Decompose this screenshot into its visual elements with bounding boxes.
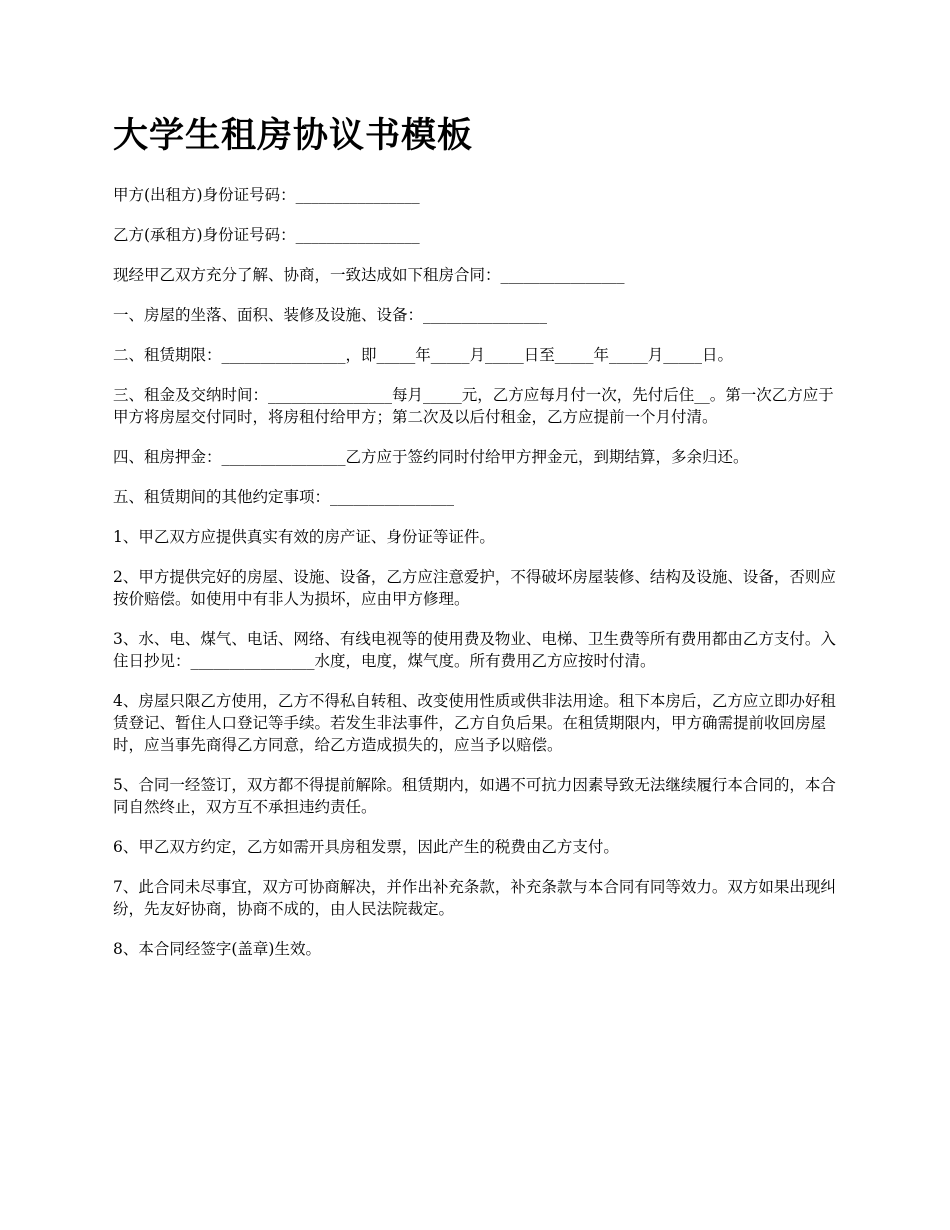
term-item-5: 5、合同一经签订，双方都不得提前解除。租赁期内，如遇不可抗力因素导致无法继续履行本合同的，本合同自然终止，双方互不承担违约责任。: [113, 776, 836, 816]
term-item-3: 3、水、电、煤气、电话、网络、有线电视等的使用费及物业、电梯、卫生费等所有费用都由乙方支付。入住日抄见：________________水度，电度，煤气度。所有费用乙方应按时付清。: [113, 630, 836, 670]
term-item-1: 1、甲乙双方应提供真实有效的房产证、身份证等证件。: [113, 528, 495, 546]
clause-4-deposit: 四、租房押金：________________乙方应于签约同时付给甲方押金元，到期结算，多余归还。: [113, 448, 749, 466]
document-title: 大学生租房协议书模板: [113, 116, 474, 156]
clause-1-property: 一、房屋的坐落、面积、装修及设施、设备：________________: [113, 306, 548, 324]
clause-2-term: 二、租赁期限：________________，即_____年_____月_____日至_____年_____月_____日。: [113, 346, 734, 364]
term-item-7: 7、此合同未尽事宜，双方可协商解决，并作出补充条款，补充条款与本合同有同等效力。双方如果出现纠纷，先友好协商，协商不成的，由人民法院裁定。: [113, 878, 836, 918]
lessee-id-line: 乙方(承租方)身份证号码：________________: [113, 226, 420, 244]
lessor-id-line: 甲方(出租方)身份证号码：________________: [113, 186, 420, 204]
term-item-6: 6、甲乙双方约定，乙方如需开具房租发票，因此产生的税费由乙方支付。: [113, 838, 619, 856]
document-page: [113, 110, 843, 978]
agreement-intro: 现经甲乙双方充分了解、协商，一致达成如下租房合同：________________: [113, 266, 625, 284]
term-item-8: 8、本合同经签字(盖章)生效。: [113, 940, 321, 958]
term-item-4: 4、房屋只限乙方使用，乙方不得私自转租、改变使用性质或供非法用途。租下本房后，乙方应立即办好租赁登记、暂住人口登记等手续。若发生非法事件，乙方自负后果。在租赁期限内，甲方确需提前收回房屋时，应当事先商得乙方同意，给乙方造成损失的，应当予以赔偿。: [113, 692, 836, 754]
term-item-2: 2、甲方提供完好的房屋、设施、设备，乙方应注意爱护，不得破坏房屋装修、结构及设施、设备，否则应按价赔偿。如使用中有非人为损坏，应由甲方修理。: [113, 568, 836, 608]
clause-3-rent: 三、租金及交纳时间：________________每月_____元，乙方应每月付一次，先付后住__。第一次乙方应于甲方将房屋交付同时，将房租付给甲方；第二次及以后付租金，乙方应提前一个月付清。: [113, 386, 834, 426]
clause-5-other-terms: 五、租赁期间的其他约定事项：________________: [113, 488, 455, 506]
